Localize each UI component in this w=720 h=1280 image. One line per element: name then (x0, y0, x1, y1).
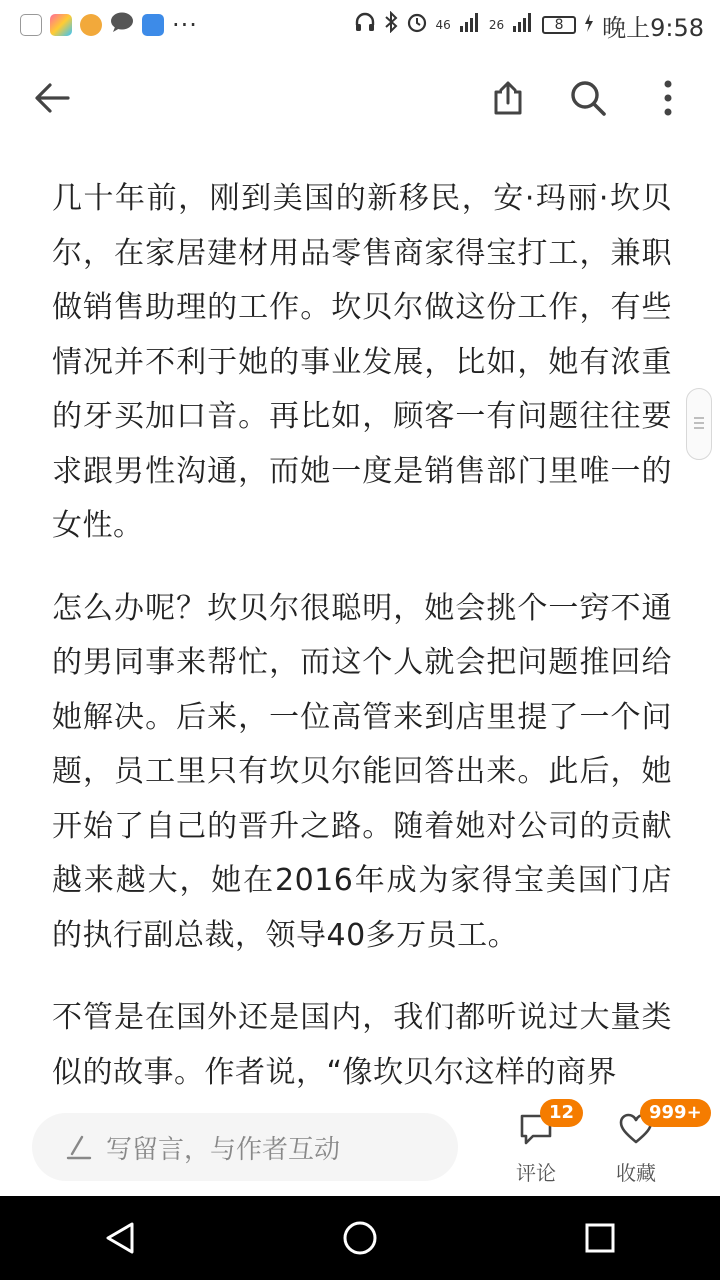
comments-count-badge: 12 (540, 1099, 583, 1127)
scroll-handle[interactable] (686, 388, 712, 460)
system-navigation-bar (0, 1196, 720, 1280)
status-bar (0, 0, 720, 50)
status-time: 晚上9:58 (602, 13, 704, 42)
app-badge-icon (20, 14, 42, 36)
comments-button[interactable] (496, 1102, 576, 1191)
comments-icon-wrap (516, 1102, 575, 1151)
battery-indicator: 8 (542, 16, 576, 34)
pen-icon (66, 1134, 92, 1160)
headphones-icon (354, 11, 376, 39)
bluetooth-icon (384, 11, 398, 39)
menu-lines-icon (693, 415, 705, 434)
signal-icon-2 (512, 12, 534, 38)
nav-home-circle-icon[interactable] (330, 1208, 390, 1268)
favorites-button[interactable] (596, 1102, 702, 1191)
status-notifications (20, 11, 198, 39)
nav-recents-square-icon[interactable] (570, 1208, 630, 1268)
comment-placeholder: 写留言，与作者互动 (106, 1134, 341, 1165)
article-paragraph: 不管是在国外还是国内，我们都听说过大量类似的故事。作者说，“像坎贝尔这样的商界 (52, 1000, 672, 1090)
charging-icon (584, 13, 594, 38)
favorites-label: 收藏 (616, 1161, 656, 1185)
article-paragraph: 怎么办呢？坎贝尔很聪明，她会挑个一窍不通的男同事来帮忙，而这个人就会把问题推回给她解决。后来，一位高管来到店里提了一个问题，员工里只有坎贝尔能回答出来。此后，她开始了自己的晋升之路。随着她对公司的贡献越来越大，她在2016年成为家得宝美国门店的执行副总裁，领导40多万员工。 (52, 590, 672, 953)
comment-input[interactable] (32, 1113, 458, 1181)
network-label-2: 26 (488, 18, 505, 32)
colorful-app-icon (50, 14, 72, 36)
favorites-count-badge: 999+ (640, 1099, 711, 1127)
translate-app-icon (80, 14, 102, 36)
article-paragraph: 几十年前，刚到美国的新移民，安·玛丽·坎贝尔，在家居建材用品零售商家得宝打工，兼职做销售助理的工作。坎贝尔做这份工作，有些情况并不利于她的事业发展，比如，她有浓重的牙买加口音。再比如，顾客一有问题往往要求跟男性沟通，而她一度是销售部门里唯一的女性。 (52, 181, 672, 543)
network-label-1: 46 (435, 18, 451, 32)
chat-bubble-icon (110, 11, 134, 39)
bottom-action-bar (0, 1097, 720, 1196)
network-indicator-2 (489, 19, 504, 31)
status-system (354, 8, 704, 43)
signal-icon-1 (459, 12, 481, 38)
more-vertical-icon[interactable] (646, 76, 690, 120)
shield-app-icon (142, 14, 164, 36)
comments-label: 评论 (516, 1161, 556, 1185)
more-notifications-indicator: ··· (172, 11, 198, 39)
alarm-icon (406, 11, 428, 39)
network-indicator-1 (436, 19, 451, 31)
top-navigation (0, 50, 720, 146)
back-arrow-icon[interactable] (30, 76, 74, 120)
nav-back-triangle-icon[interactable] (90, 1208, 150, 1268)
search-icon[interactable] (566, 76, 610, 120)
favorites-icon-wrap (616, 1102, 702, 1151)
article-body (52, 172, 672, 1128)
share-icon[interactable] (486, 76, 530, 120)
